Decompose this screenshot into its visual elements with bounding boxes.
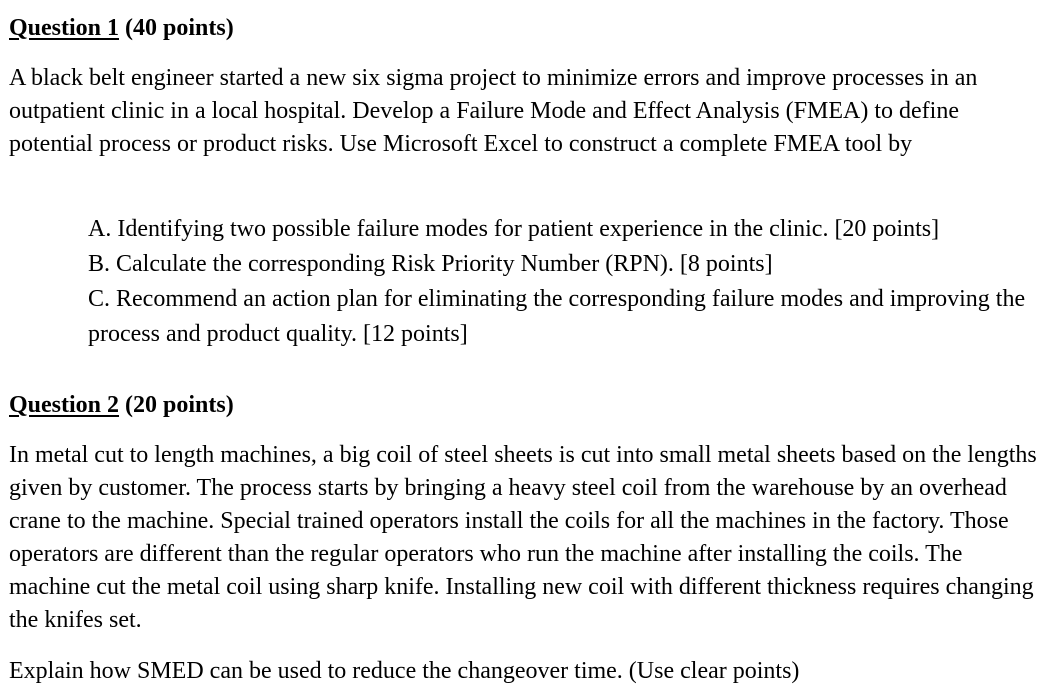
- question-1-item-a: A. Identifying two possible failure modes for patient experience in the clinic. [20 points]: [88, 216, 940, 242]
- question-1-label: Question 1: [9, 15, 120, 41]
- question-1-intro: A black belt engineer started a new six sigma project to minimize errors and improve processes in an outpatient clinic in a local hospital. Develop a Failure Mode and Effect Analysis (FMEA) to define potential process or product risks. Use Microsoft Excel to construct a complete FMEA tool by: [9, 65, 978, 157]
- question-2-label: Question 2: [9, 392, 120, 418]
- question-2-prompt: Explain how SMED can be used to reduce the changeover time. (Use clear points): [9, 658, 800, 684]
- question-1-item-c: C. Recommend an action plan for eliminating the corresponding failure modes and improving the process and product quality. [12 points]: [88, 286, 1026, 347]
- question-1-points: (40 points): [125, 15, 234, 41]
- question-1-item-b: B. Calculate the corresponding Risk Priority Number (RPN). [8 points]: [88, 251, 773, 277]
- question-2-points: (20 points): [125, 392, 234, 418]
- question-2-body: In metal cut to length machines, a big coil of steel sheets is cut into small metal sheets based on the lengths given by customer. The process starts by bringing a heavy steel coil from the warehouse by an overhead crane to the machine. Special trained operators install the coils for all the machines in the factory. Those operators are different than the regular operators who run the machine after installing the coils. The machine cut the metal coil using sharp knife. Installing new coil with different thickness requires changing the knifes set.: [9, 442, 1037, 633]
- question-2-heading: [9, 391, 234, 419]
- question-1-heading: [9, 14, 234, 42]
